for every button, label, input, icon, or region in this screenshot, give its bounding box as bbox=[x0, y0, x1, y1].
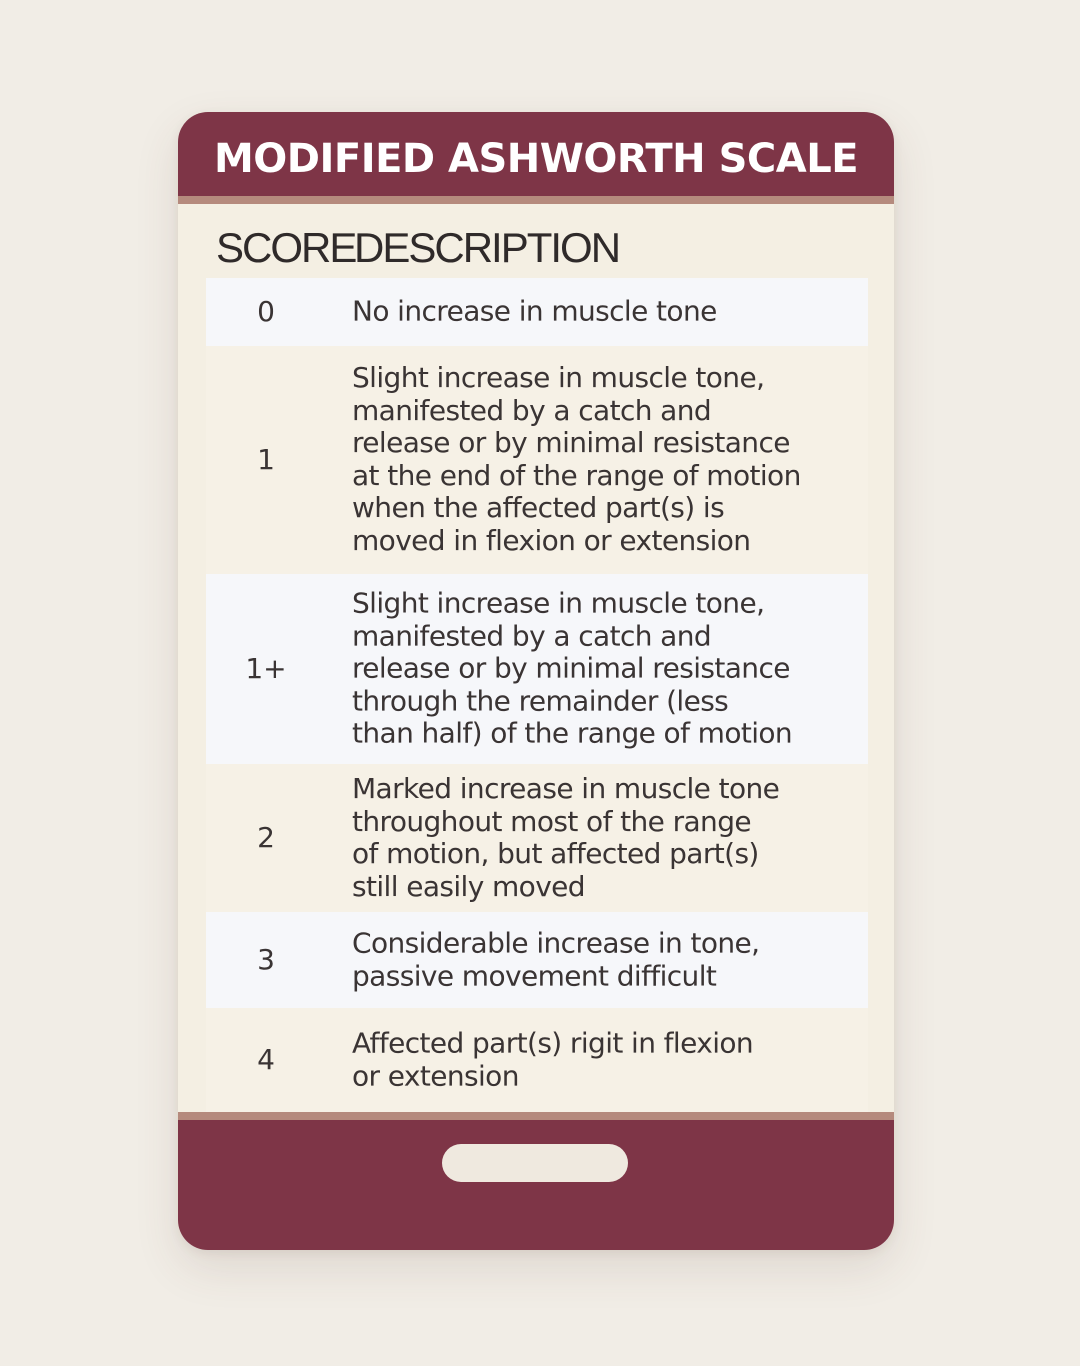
row-description: No increase in muscle tone bbox=[352, 294, 717, 328]
row-score: 1 bbox=[257, 443, 275, 476]
lanyard-slot-icon bbox=[442, 1144, 628, 1182]
table-row bbox=[206, 1008, 868, 1112]
row-score: 0 bbox=[257, 295, 275, 328]
reference-card bbox=[178, 112, 894, 1250]
score-column-header: SCORE bbox=[216, 224, 356, 271]
row-score: 4 bbox=[257, 1043, 275, 1076]
row-description: Considerable increase in tone, passive movement difficult bbox=[352, 926, 760, 992]
table-row bbox=[206, 764, 868, 912]
row-score: 3 bbox=[257, 943, 275, 976]
row-score: 1+ bbox=[245, 652, 287, 685]
row-description: Marked increase in muscle tone throughout most of the range of motion, but affected part(s) still easily moved bbox=[352, 771, 780, 903]
table-row bbox=[206, 574, 868, 764]
card-footer bbox=[178, 1120, 894, 1250]
card-title: MODIFIED ASHWORTH SCALE bbox=[213, 136, 859, 182]
table-row bbox=[206, 278, 868, 346]
row-description: Slight increase in muscle tone, manifested by a catch and release or by minimal resistance through the remainder (less than half) of the range of motion bbox=[352, 586, 793, 750]
table-row bbox=[206, 912, 868, 1008]
description-column-header: DESCRIPTION bbox=[354, 224, 620, 271]
row-description: Affected part(s) rigit in flexion or extension bbox=[352, 1026, 754, 1092]
row-score: 2 bbox=[257, 821, 275, 854]
footer-divider bbox=[178, 1112, 894, 1120]
row-description: Slight increase in muscle tone, manifested by a catch and release or by minimal resistance at the end of the range of motion when the affected part(s) is moved in flexion or extension bbox=[352, 361, 801, 558]
scale-table bbox=[178, 112, 894, 1250]
table-row bbox=[206, 346, 868, 574]
